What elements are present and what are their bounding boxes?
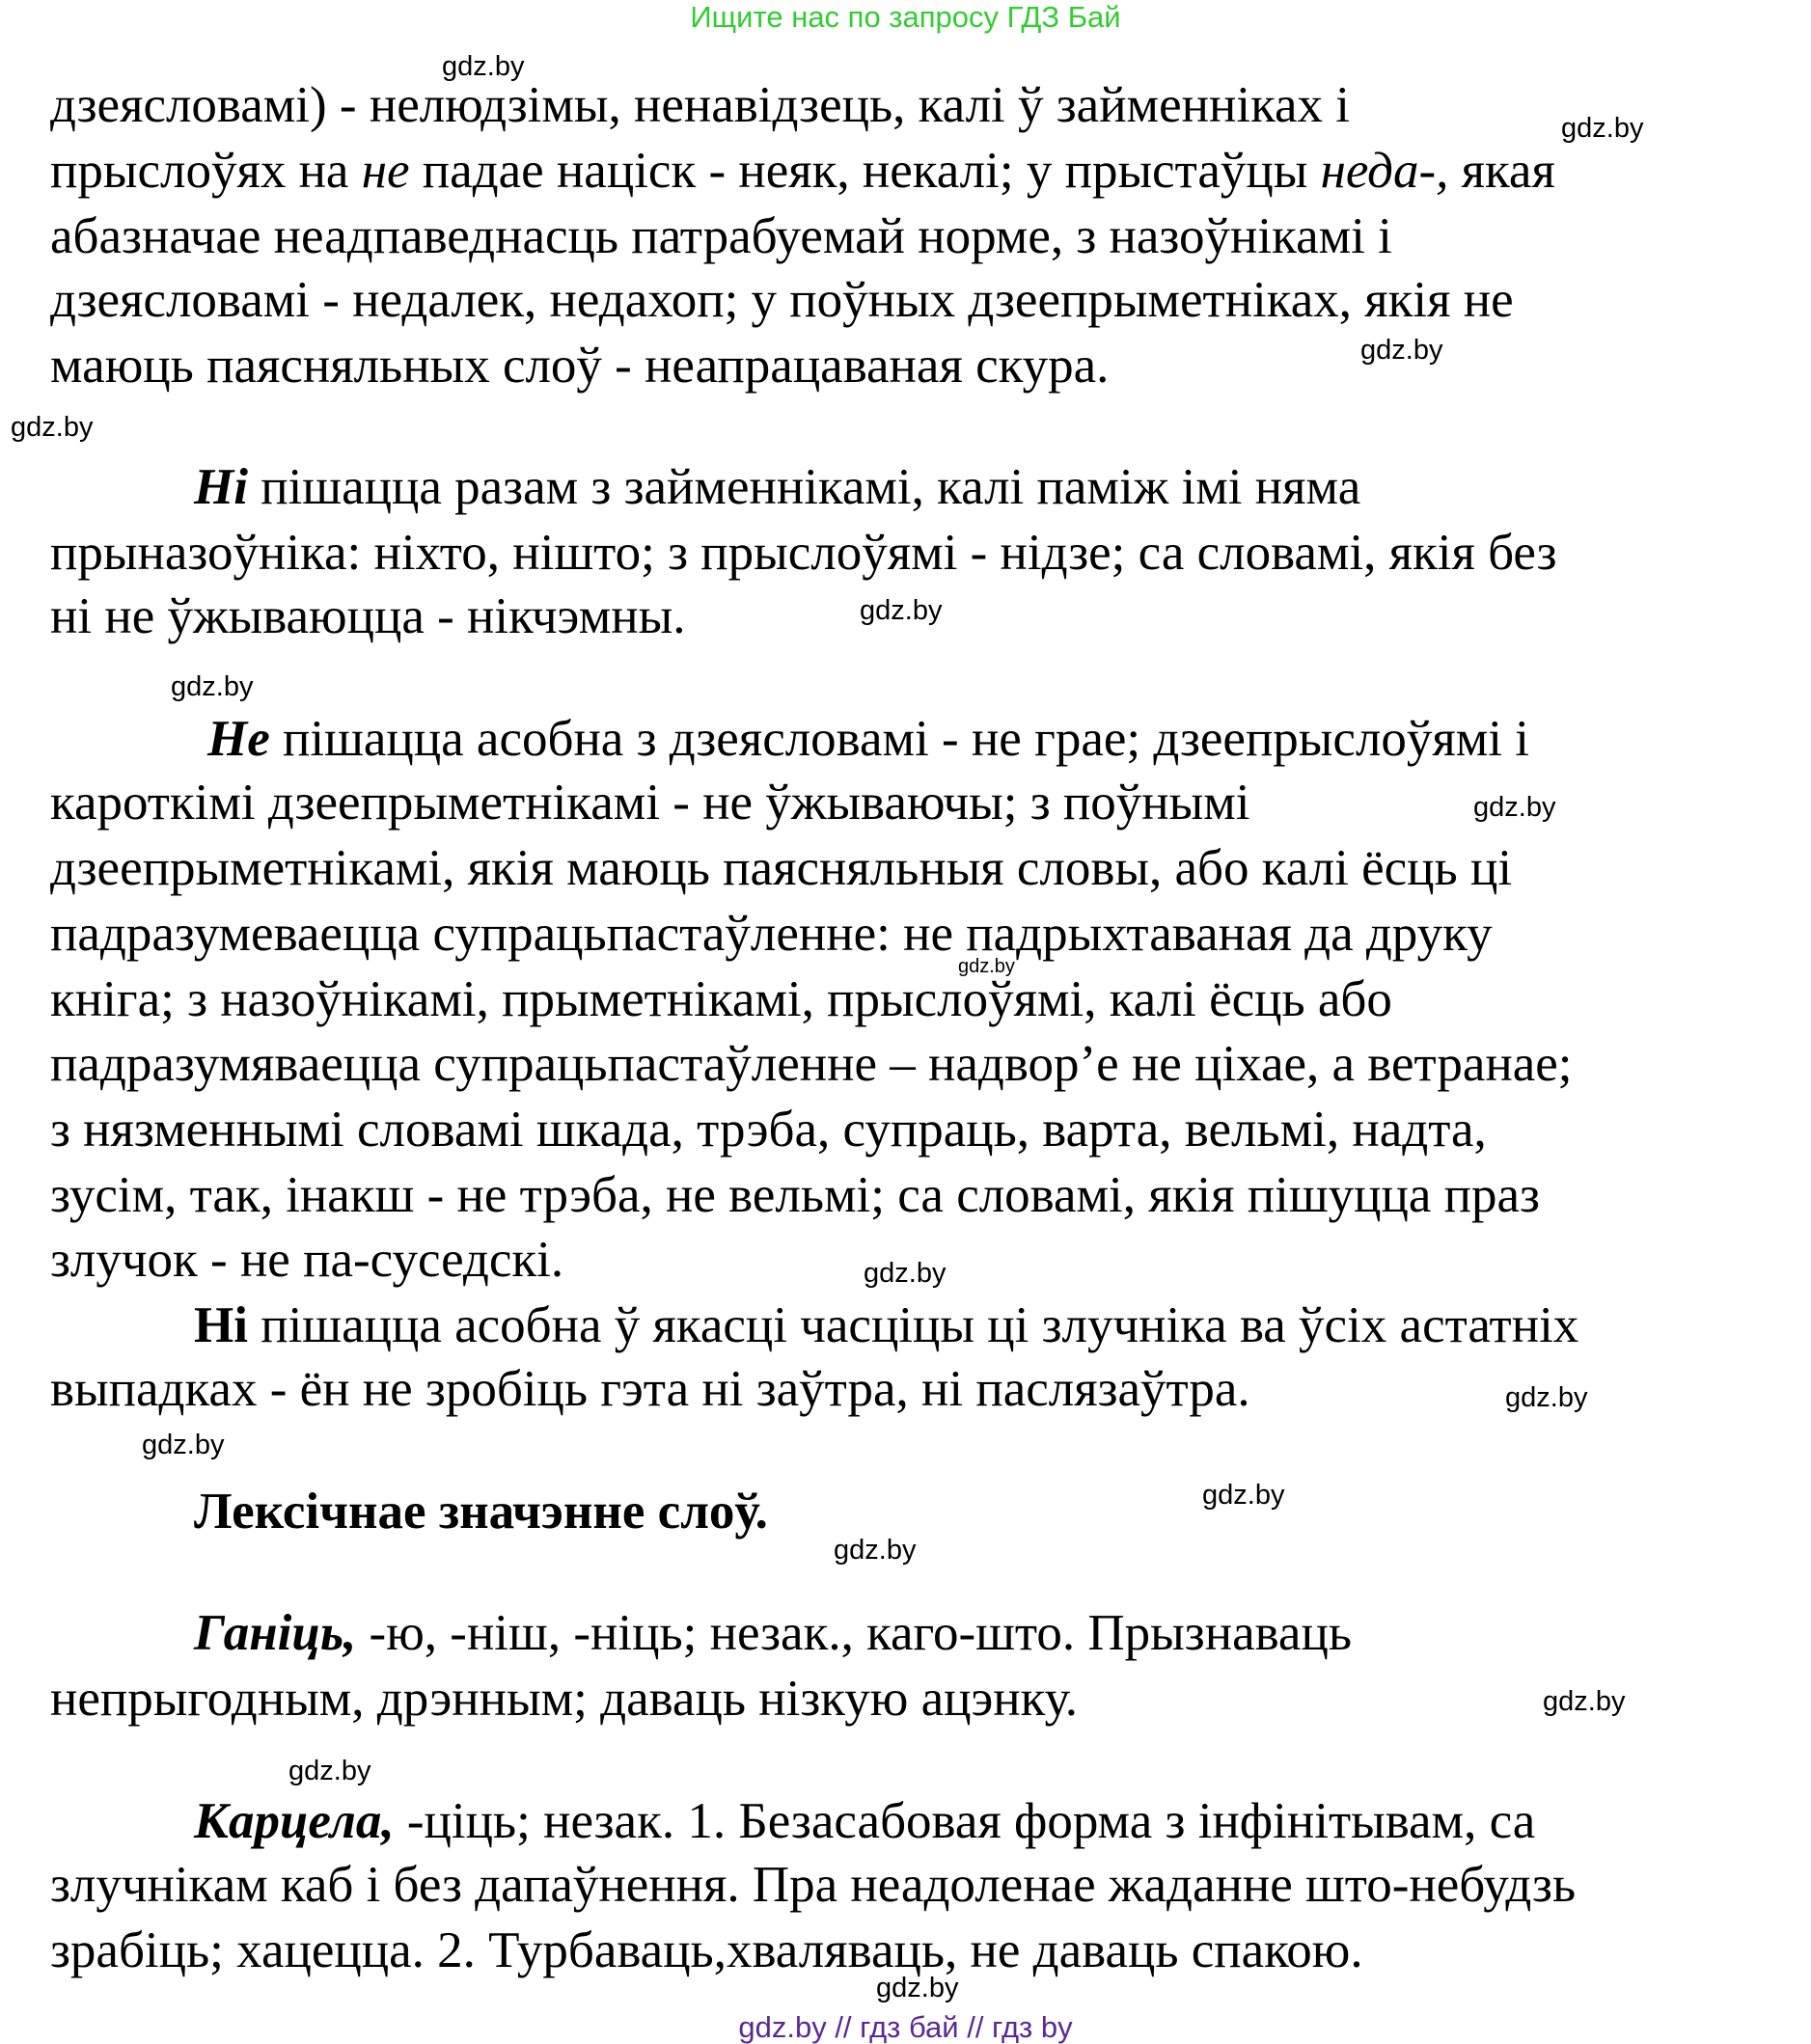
text-segment: злучок - не па-суседскі.	[50, 1232, 564, 1288]
text-line	[50, 1857, 1577, 1913]
text-line	[50, 588, 686, 644]
emphasized-text: Ганіць,	[194, 1605, 357, 1661]
gdz-watermark: gdz.by	[288, 1756, 371, 1786]
text-line	[207, 711, 1530, 767]
text-line	[50, 971, 1392, 1027]
text-line	[50, 338, 1110, 394]
gdz-watermark: gdz.by	[1543, 1686, 1626, 1717]
text-segment: -ю, -ніш, -ніць; незак., каго-што. Прызнаваць	[356, 1605, 1352, 1661]
text-segment: якая	[1448, 143, 1555, 199]
gdz-watermark: gdz.by	[171, 671, 254, 702]
text-segment: злучнікам каб і без дапаўнення. Пра неадоленае жаданне што-небудзь	[50, 1857, 1577, 1913]
text-line	[50, 1361, 1250, 1417]
footer-links: gdz.by // гдз бай // гдз by	[738, 2010, 1073, 2044]
text-line	[50, 1922, 1363, 1978]
gdz-watermark: gdz.by	[442, 51, 525, 82]
text-segment: пішацца разам з займеннікамі, калі паміж імі няма	[247, 459, 1361, 515]
gdz-watermark: gdz.by	[864, 1258, 947, 1289]
search-banner: Ищите нас по запросу ГДЗ Бай	[690, 0, 1121, 34]
text-segment: дзеепрыметнікамі, якія маюць паясняльныя словы, або калі ёсць ці	[50, 840, 1513, 896]
text-segment: прыназоўніка: ніхто, нішто; з прыслоўямі - нідзе; са словамі, якія без	[50, 525, 1557, 581]
emphasized-text: не	[361, 143, 410, 199]
text-segment: кароткімі дзеепрыметнікамі - не ўжываючы; з поўнымі	[50, 775, 1250, 831]
text-line	[194, 459, 1361, 515]
text-line	[50, 840, 1513, 896]
text-line	[50, 1671, 1079, 1727]
text-segment: непрыгодным, дрэнным; даваць нізкую ацэнку.	[50, 1671, 1079, 1727]
text-line	[50, 77, 1351, 133]
text-line	[50, 208, 1392, 264]
gdz-watermark: gdz.by	[876, 1973, 959, 2003]
emphasized-text: Не	[207, 711, 270, 767]
text-segment: маюць паясняльных слоў - неапрацаваная скура.	[50, 338, 1110, 394]
emphasized-text: Ні	[194, 1297, 248, 1353]
gdz-watermark: gdz.by	[1360, 335, 1443, 366]
text-segment: дзеясловамі - недалек, недахоп; у поўных дзеепрыметніках, якія не	[50, 272, 1514, 328]
text-line	[194, 1484, 768, 1540]
text-line	[50, 1167, 1540, 1223]
gdz-watermark: gdz.by	[834, 1535, 917, 1566]
text-segment: пішацца асобна з дзеясловамі - не грае; дзеепрыслоўямі і	[269, 711, 1530, 767]
text-segment: выпадках - ён не зробіць гэта ні заўтра, ні паслязаўтра.	[50, 1361, 1250, 1417]
gdz-watermark: gdz.by	[958, 956, 1015, 977]
text-line	[50, 775, 1250, 831]
text-segment: зусім, так, інакш - не трэба, не вельмі; са словамі, якія пішуцца праз	[50, 1167, 1540, 1223]
text-line	[50, 525, 1557, 581]
text-segment: прыслоўях на	[50, 143, 362, 199]
text-segment: дзеясловамі) - нелюдзімы, ненавідзець, калі ў займенніках і	[50, 77, 1351, 133]
text-segment: падае націск - неяк, некалі; у прыстаўцы	[409, 143, 1321, 199]
text-line	[50, 906, 1493, 962]
gdz-watermark: gdz.by	[1473, 792, 1556, 823]
text-segment: -ціць; незак. 1. Безасабовая форма з інфінітывам, са	[394, 1793, 1536, 1849]
emphasized-text: Ні	[194, 459, 248, 515]
gdz-watermark: gdz.by	[11, 412, 94, 443]
text-line	[194, 1297, 1579, 1353]
gdz-watermark: gdz.by	[860, 595, 943, 626]
text-segment: падразумяваецца супрацьпастаўленне – надвор’е не ціхае, а ветранае;	[50, 1036, 1573, 1092]
text-line	[50, 1102, 1487, 1158]
text-segment: з нязменнымі словамі шкада, трэба, супраць, варта, вельмі, надта,	[50, 1102, 1487, 1158]
text-line	[50, 272, 1514, 328]
text-segment: ні не ўжываюцца - нікчэмны.	[50, 588, 686, 644]
gdz-watermark: gdz.by	[1561, 113, 1644, 144]
text-line	[194, 1793, 1536, 1849]
text-line	[50, 1232, 564, 1288]
text-segment: кніга; з назоўнікамі, прыметнікамі, прыслоўямі, калі ёсць або	[50, 971, 1392, 1027]
gdz-watermark: gdz.by	[1202, 1480, 1285, 1511]
emphasized-text: неда-,	[1320, 143, 1449, 199]
gdz-watermark: gdz.by	[142, 1430, 225, 1460]
text-segment: абазначае неадпаведнасць патрабуемай норме, з назоўнікамі і	[50, 208, 1392, 264]
text-line	[50, 143, 1555, 199]
text-segment: пішацца асобна ў якасці часціцы ці злучніка ва ўсіх астатніх	[247, 1297, 1579, 1353]
text-line	[50, 1036, 1573, 1092]
gdz-watermark: gdz.by	[1505, 1382, 1588, 1413]
emphasized-text: Карцела,	[194, 1793, 395, 1849]
text-segment: падразумеваецца супрацьпастаўленне: не падрыхтаваная да друку	[50, 906, 1493, 962]
text-segment: зрабіць; хацецца. 2. Турбаваць,хваляваць, не даваць спакою.	[50, 1922, 1363, 1978]
emphasized-text: Лексічнае значэнне слоў.	[194, 1484, 768, 1540]
text-line	[194, 1605, 1352, 1661]
